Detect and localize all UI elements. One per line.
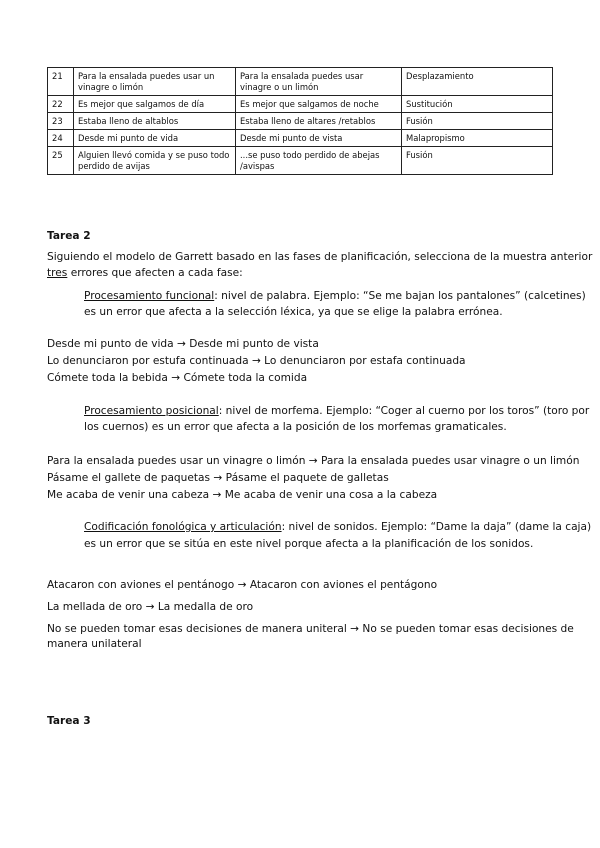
section-functional-desc-line1 (84, 288, 586, 304)
section-title: Procesamiento posicional (84, 405, 219, 417)
example-line: manera unilateral (47, 638, 142, 650)
error-type: Fusión (402, 147, 553, 175)
tarea2-intro-rest: errores que afecten a cada fase: (67, 267, 243, 279)
tarea3-heading: Tarea 3 (47, 715, 91, 727)
example-line: Atacaron con aviones el pentánogo → Atacaron con aviones el pentágono (47, 579, 438, 591)
corrected-form: Es mejor que salgamos de noche (236, 96, 402, 113)
section-positional-desc-line2: los cuernos) es un error que afecta a la posición de los morfemas gramaticales. (84, 421, 507, 433)
error-type: Fusión (402, 113, 553, 130)
example-line: Desde mi punto de vida → Desde mi punto de vista (47, 338, 319, 350)
table-row (48, 68, 553, 96)
example-line: No se pueden tomar esas decisiones de manera uniteral → No se pueden tomar esas decisiones de (47, 623, 574, 635)
example-line: Cómete toda la bebida → Cómete toda la comida (47, 372, 308, 384)
row-number: 25 (48, 147, 74, 175)
example-line: Lo denunciaron por estufa continuada → Lo denunciaron por estafa continuada (47, 355, 466, 367)
section-desc: : nivel de morfema. Ejemplo: “Coger al cuerno por los toros” (toro por (218, 405, 590, 417)
example-line: Me acaba de venir una cabeza → Me acaba de venir una cosa a la cabeza (47, 489, 438, 501)
section-desc: : nivel de palabra. Ejemplo: “Se me bajan los pantalones” (calcetines) (214, 290, 586, 302)
original-error: Estaba lleno de altablos (74, 113, 236, 130)
row-number: 21 (48, 68, 74, 96)
original-error: Para la ensalada puedes usar un vinagre o limón (74, 68, 236, 96)
table-row (48, 113, 553, 130)
example-line: Pásame el gallete de paquetas → Pásame el paquete de galletas (47, 472, 389, 484)
section-title: Procesamiento funcional (84, 290, 215, 302)
original-error: Es mejor que salgamos de día (74, 96, 236, 113)
table-row (48, 96, 553, 113)
row-number: 24 (48, 130, 74, 147)
section-functional-desc-line2: es un error que afecta a la selección léxica, ya que se elige la palabra errónea. (84, 306, 503, 318)
row-number: 23 (48, 113, 74, 130)
table-row (48, 147, 553, 175)
table-row (48, 130, 553, 147)
row-number: 22 (48, 96, 74, 113)
section-phonological-desc-line2: es un error que se sitúa en este nivel porque afecta a la planificación de los sonidos. (84, 538, 534, 550)
error-type: Desplazamiento (402, 68, 553, 96)
tarea2-heading: Tarea 2 (47, 230, 91, 242)
corrected-form: ...se puso todo perdido de abejas /avispas (236, 147, 402, 175)
corrected-form: Desde mi punto de vista (236, 130, 402, 147)
tarea2-intro-line1: Siguiendo el modelo de Garrett basado en las fases de planificación, selecciona de la muestra anterior (47, 251, 593, 263)
original-error: Desde mi punto de vida (74, 130, 236, 147)
corrected-form: Para la ensalada puedes usar vinagre o un limón (236, 68, 402, 96)
original-error: Alguien llevó comida y se puso todo perdido de avijas (74, 147, 236, 175)
section-title: Codificación fonológica y articulación (84, 521, 282, 533)
section-positional-desc-line1 (84, 403, 589, 419)
error-type: Sustitución (402, 96, 553, 113)
tres-underlined: tres (47, 267, 68, 279)
tarea2-intro-line2 (47, 265, 243, 281)
errors-table (47, 67, 553, 175)
section-phonological-desc-line1 (84, 519, 591, 535)
corrected-form: Estaba lleno de altares /retablos (236, 113, 402, 130)
example-line: Para la ensalada puedes usar un vinagre o limón → Para la ensalada puedes usar vinagre o un limón (47, 455, 580, 467)
error-type: Malapropismo (402, 130, 553, 147)
section-desc: : nivel de sonidos. Ejemplo: “Dame la daja” (dame la caja) (281, 521, 592, 533)
example-line: La mellada de oro → La medalla de oro (47, 601, 254, 613)
